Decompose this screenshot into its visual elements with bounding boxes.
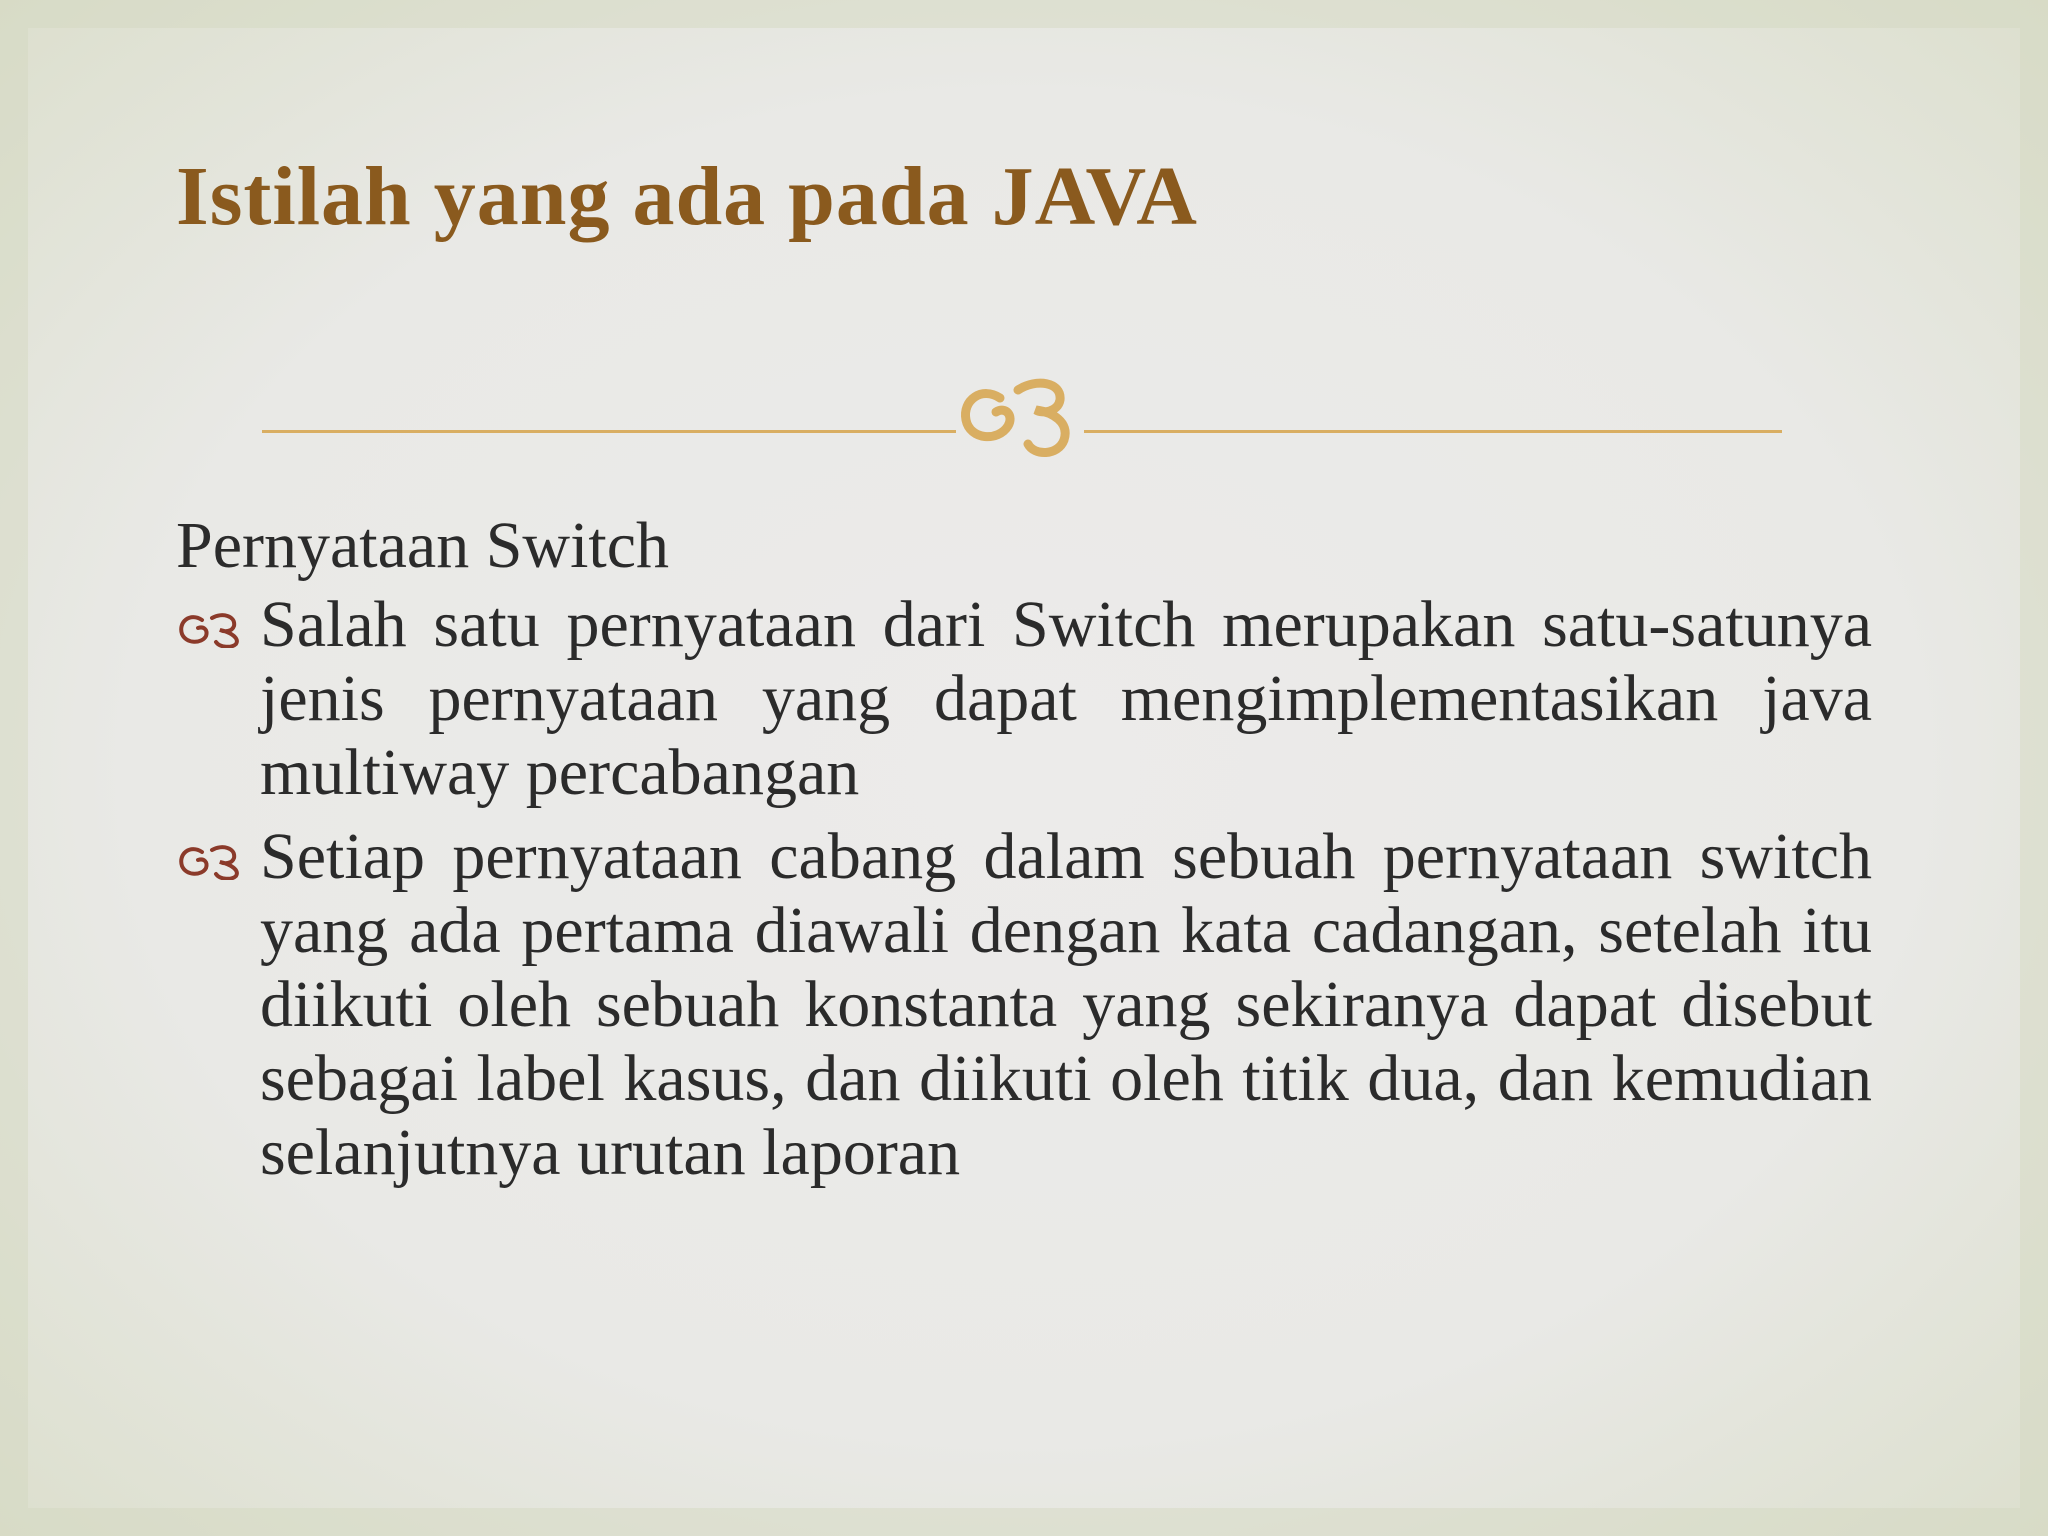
section-subheading: Pernyataan Switch <box>176 509 670 582</box>
bullet-item <box>176 588 1872 810</box>
bullet-item <box>176 820 1872 1190</box>
bullet-text: Setiap pernyataan cabang dalam sebuah pernyataan switch yang ada pertama diawali dengan kata cadangan, setelah itu diikuti oleh sebuah konstanta yang sekiranya dapat disebut sebagai label kasus, dan diikuti oleh titik dua, dan kemudian selanjutnya urutan laporan <box>260 820 1872 1189</box>
divider-line-left <box>262 430 956 433</box>
divider-line-right <box>1084 430 1782 433</box>
title-divider <box>262 360 1782 460</box>
slide-content <box>176 508 1872 1200</box>
flourish-bullet-icon <box>176 840 246 880</box>
ornamental-flourish-icon <box>952 360 1092 460</box>
bullet-text: Salah satu pernyataan dari Switch merupakan satu-satunya jenis pernyataan yang dapat mengimplementasikan java multiway percabangan <box>260 588 1872 809</box>
slide-title: Istilah yang ada pada JAVA <box>176 150 1198 243</box>
bullet-list <box>176 588 1872 1190</box>
flourish-bullet-icon <box>176 608 246 648</box>
